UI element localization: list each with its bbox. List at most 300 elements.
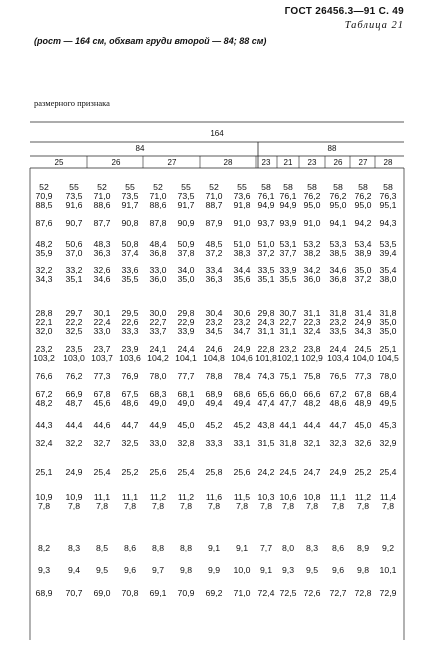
table-cell [230,183,255,210]
cell-value: 48,5 [205,239,223,249]
cell-value: 36,0 [303,274,321,284]
table-cell [146,390,171,408]
cell-value: 7,8 [259,501,273,511]
cell-value: 29,8 [177,308,195,318]
table-cell [326,240,351,258]
cell-value: 66,6 [303,389,321,399]
cell-value: 69,2 [205,588,223,598]
group-header-84: 84 [135,144,145,153]
table-cell [300,372,325,381]
table-cell [62,468,87,477]
table-cell [174,468,199,477]
cell-value: 104,6 [231,353,253,363]
table-cell [376,566,401,575]
table-cell [351,439,376,448]
cell-value: 33,9 [177,326,195,336]
cell-value: 23,5 [65,344,83,354]
cell-value: 33,3 [205,438,223,448]
cell-value: 44,7 [329,420,347,430]
size-header: 21 [283,158,293,167]
table-cell [174,439,199,448]
cell-value: 70,7 [65,588,83,598]
table-cell [230,390,255,408]
cell-value: 11,2 [177,492,195,502]
cell-value: 43,8 [257,420,275,430]
table-cell [90,345,115,363]
cell-value: 36,3 [93,248,111,258]
cell-value: 44,1 [279,420,297,430]
cell-value: 32,5 [121,438,139,448]
cell-value: 9,6 [123,565,137,575]
cell-value: 76,1 [279,191,297,201]
cell-value: 9,2 [381,543,395,553]
table-cell [376,421,401,430]
table-cell [174,240,199,258]
table-cell [376,372,401,381]
cell-value: 35,0 [177,274,195,284]
size-header: 28 [383,158,393,167]
cell-value: 50,6 [65,239,83,249]
cell-value: 39,4 [379,248,397,258]
table-cell [326,372,351,381]
table-cell [351,219,376,228]
table-cell [174,266,199,284]
table-cell [351,345,376,363]
cell-value: 52 [153,182,163,192]
cell-value: 25,4 [177,467,195,477]
table-cell [276,439,301,448]
table-cell [202,468,227,477]
size-header: 27 [167,158,177,167]
table-cell [276,493,301,511]
table-cell [32,183,57,210]
table-cell [326,439,351,448]
cell-value: 48,4 [149,239,167,249]
size-header: 23 [261,158,271,167]
size-header: 28 [223,158,233,167]
cell-value: 45,2 [233,420,251,430]
cell-value: 38,0 [379,274,397,284]
table-cell [32,309,57,336]
table-label: Таблица 21 [344,20,404,31]
table-cell [32,468,57,477]
table-cell [118,183,143,210]
table-cell [351,589,376,598]
table-cell [62,240,87,258]
cell-value: 35,1 [65,274,83,284]
cell-value: 48,3 [93,239,111,249]
table-cell [376,240,401,258]
table-cell [351,309,376,336]
cell-value: 7,8 [356,501,370,511]
table-cell [230,240,255,258]
cell-value: 35,5 [279,274,297,284]
cell-value: 53,3 [329,239,347,249]
table-cell [62,266,87,284]
cell-value: 66,9 [65,389,83,399]
table-cell [118,219,143,228]
cell-value: 32,6 [93,265,111,275]
table-cell [32,439,57,448]
table-cell [146,589,171,598]
cell-value: 31,4 [354,308,372,318]
cell-value: 8,8 [179,543,193,553]
cell-value: 48,6 [121,398,139,408]
table-cell [146,439,171,448]
cell-value: 29,8 [257,308,275,318]
cell-value: 32,2 [35,265,53,275]
table-cell [351,266,376,284]
cell-value: 22,8 [257,344,275,354]
cell-value: 24,9 [329,467,347,477]
table-cell [300,468,325,477]
cell-value: 77,3 [354,371,372,381]
cell-value: 58 [358,182,368,192]
table-cell [376,468,401,477]
cell-value: 31,1 [257,326,275,336]
table-cell [118,589,143,598]
cell-value: 69,1 [149,588,167,598]
cell-value: 49,4 [205,398,223,408]
cell-value: 68,6 [233,389,251,399]
cell-value: 25,4 [93,467,111,477]
cell-value: 52 [209,182,219,192]
cell-value: 76,6 [35,371,53,381]
cell-value: 93,9 [279,218,297,228]
cell-value: 78,0 [149,371,167,381]
cell-value: 32,3 [329,438,347,448]
table-cell [202,266,227,284]
cell-value: 91,0 [233,218,251,228]
table-cell [202,493,227,511]
cell-value: 25,4 [379,467,397,477]
size-header: 26 [333,158,343,167]
cell-value: 32,6 [354,438,372,448]
group-header-88: 88 [327,144,337,153]
table-cell [32,589,57,598]
cell-value: 24,4 [177,344,195,354]
cell-value: 34,5 [205,326,223,336]
cell-value: 11,2 [354,492,372,502]
cell-value: 32,1 [303,438,321,448]
table-cell [90,589,115,598]
cell-value: 23,8 [303,344,321,354]
cell-value: 45,0 [177,420,195,430]
table-cell [351,183,376,210]
cell-value: 70,9 [177,588,195,598]
cell-value: 104,8 [203,353,225,363]
cell-value: 65,6 [257,389,275,399]
table-cell [326,345,351,363]
cell-value: 34,7 [233,326,251,336]
table-cell [276,345,301,363]
cell-value: 23,2 [205,317,223,327]
table-cell [62,309,87,336]
table-cell [230,421,255,430]
cell-value: 8,2 [37,543,51,553]
cell-value: 103,4 [327,353,349,363]
cell-value: 91,0 [303,218,321,228]
cell-value: 7,8 [67,501,81,511]
cell-value: 38,9 [354,248,372,258]
cell-value: 73,6 [233,191,251,201]
cell-value: 76,2 [303,191,321,201]
cell-value: 78,4 [233,371,251,381]
cell-value: 44,7 [121,420,139,430]
cell-value: 49,4 [233,398,251,408]
table-cell [230,468,255,477]
cell-value: 11,1 [121,492,139,502]
cell-value: 7,8 [123,501,137,511]
cell-value: 58 [307,182,317,192]
cell-value: 31,8 [279,438,297,448]
cell-value: 24,5 [279,467,297,477]
cell-value: 91,8 [233,200,251,210]
cell-value: 45,3 [379,420,397,430]
cell-value: 33,5 [329,326,347,336]
cell-value: 75,1 [279,371,297,381]
cell-value: 25,1 [35,467,53,477]
cell-value: 10,9 [65,492,83,502]
table-cell [118,390,143,408]
cell-value: 45,6 [93,398,111,408]
cell-value: 91,7 [177,200,195,210]
table-cell [90,421,115,430]
table-cell [90,372,115,381]
cell-value: 76,2 [65,371,83,381]
cell-value: 7,8 [331,501,345,511]
cell-value: 9,8 [356,565,370,575]
cell-value: 87,8 [149,218,167,228]
cell-value: 23,2 [329,317,347,327]
cell-value: 52 [97,182,107,192]
cell-value: 78,0 [379,371,397,381]
cell-value: 35,9 [35,248,53,258]
cell-value: 25,8 [205,467,223,477]
table-cell [202,544,227,553]
cell-value: 103,0 [63,353,85,363]
table-cell [90,468,115,477]
cell-value: 69,0 [93,588,111,598]
cell-value: 37,2 [354,274,372,284]
table-cell [146,372,171,381]
cell-value: 53,4 [354,239,372,249]
table-cell [351,421,376,430]
cell-value: 34,4 [233,265,251,275]
cell-value: 32,4 [303,326,321,336]
cell-value: 33,5 [257,265,275,275]
cell-value: 87,9 [205,218,223,228]
cell-value: 11,1 [93,492,111,502]
table-cell [118,309,143,336]
table-cell [300,240,325,258]
cell-value: 32,9 [379,438,397,448]
table-cell [146,468,171,477]
table-cell [62,493,87,511]
table-cell [90,183,115,210]
cell-value: 35,0 [379,326,397,336]
table-cell [376,219,401,228]
cell-value: 73,5 [121,191,139,201]
cell-value: 24,9 [65,467,83,477]
cell-value: 10,8 [303,492,321,502]
table-cell [90,493,115,511]
cell-value: 104,1 [175,353,197,363]
table-cell [276,309,301,336]
cell-value: 74,3 [257,371,275,381]
cell-value: 29,5 [121,308,139,318]
table-cell [230,266,255,284]
table-cell [300,566,325,575]
cell-value: 77,3 [93,371,111,381]
cell-value: 9,1 [259,565,273,575]
cell-value: 11,6 [205,492,223,502]
table-cell [276,240,301,258]
cell-value: 37,0 [65,248,83,258]
table-cell [326,589,351,598]
cell-value: 35,5 [121,274,139,284]
cell-value: 71,0 [149,191,167,201]
cell-value: 90,7 [65,218,83,228]
cell-value: 34,6 [93,274,111,284]
cell-value: 87,7 [93,218,111,228]
cell-value: 47,7 [279,398,297,408]
cell-value: 95,1 [379,200,397,210]
table-cell [90,544,115,553]
cell-value: 24,1 [149,344,167,354]
cell-value: 48,2 [35,239,53,249]
cell-value: 10,3 [257,492,275,502]
cell-value: 68,9 [205,389,223,399]
cell-value: 55 [125,182,135,192]
table-cell [230,544,255,553]
table-cell [300,345,325,363]
table-cell [230,589,255,598]
cell-value: 24,4 [329,344,347,354]
table-cell [202,345,227,363]
table-cell [90,219,115,228]
cell-value: 70,8 [121,588,139,598]
table-cell [118,493,143,511]
table-cell [376,589,401,598]
cell-value: 58 [383,182,393,192]
cell-value: 9,3 [37,565,51,575]
cell-value: 9,1 [235,543,249,553]
cell-value: 24,7 [303,467,321,477]
table-cell [62,589,87,598]
cell-value: 48,9 [354,398,372,408]
cell-value: 72,9 [379,588,397,598]
table-cell [174,566,199,575]
cell-value: 33,2 [65,265,83,275]
cell-value: 76,2 [329,191,347,201]
table-cell [351,544,376,553]
cell-value: 9,8 [179,565,193,575]
cell-value: 7,8 [281,501,295,511]
cell-value: 22,6 [121,317,139,327]
cell-value: 24,3 [257,317,275,327]
table-cell [118,266,143,284]
cell-value: 35,0 [379,317,397,327]
table-cell [351,493,376,511]
table-cell [146,309,171,336]
cell-value: 22,7 [149,317,167,327]
table-cell [376,493,401,511]
table-cell [326,219,351,228]
cell-value: 38,5 [329,248,347,258]
table-cell [276,468,301,477]
size-header: 25 [54,158,64,167]
cell-value: 72,6 [303,588,321,598]
table-cell [174,372,199,381]
cell-value: 58 [283,182,293,192]
cell-value: 35,1 [257,274,275,284]
table-cell [202,240,227,258]
cell-value: 33,9 [279,265,297,275]
table-cell [230,566,255,575]
cell-value: 52 [39,182,49,192]
cell-value: 31,5 [257,438,275,448]
table-cell [32,240,57,258]
table-cell [276,421,301,430]
cell-value: 23,2 [233,317,251,327]
cell-value: 78,8 [205,371,223,381]
cell-value: 75,8 [303,371,321,381]
cell-value: 11,1 [329,492,347,502]
cell-value: 72,8 [354,588,372,598]
cell-value: 8,8 [151,543,165,553]
table-cell [300,309,325,336]
cell-value: 66,0 [279,389,297,399]
table-cell [300,589,325,598]
table-cell [118,468,143,477]
cell-value: 103,7 [91,353,113,363]
cell-value: 103,2 [33,353,55,363]
table-cell [32,372,57,381]
table-cell [118,345,143,363]
table-cell [300,544,325,553]
cell-value: 24,6 [205,344,223,354]
cell-value: 67,8 [354,389,372,399]
table-cell [276,390,301,408]
cell-value: 37,2 [257,248,275,258]
table-cell [174,390,199,408]
table-cell [146,566,171,575]
cell-value: 70,9 [35,191,53,201]
cell-value: 45,2 [205,420,223,430]
table-cell [202,421,227,430]
table-cell [62,421,87,430]
cell-value: 10,0 [233,565,251,575]
cell-value: 7,8 [305,501,319,511]
cell-value: 25,2 [354,467,372,477]
table-cell [202,372,227,381]
table-cell [351,566,376,575]
cell-value: 8,0 [281,543,295,553]
table-cell [326,266,351,284]
table-cell [351,372,376,381]
cell-value: 30,0 [149,308,167,318]
cell-value: 49,5 [379,398,397,408]
table-cell [174,493,199,511]
cell-value: 9,9 [207,565,221,575]
cell-value: 10,9 [35,492,53,502]
cell-value: 30,6 [233,308,251,318]
cell-value: 7,8 [381,501,395,511]
cell-value: 48,6 [329,398,347,408]
table-cell [376,390,401,408]
cell-value: 9,1 [207,543,221,553]
